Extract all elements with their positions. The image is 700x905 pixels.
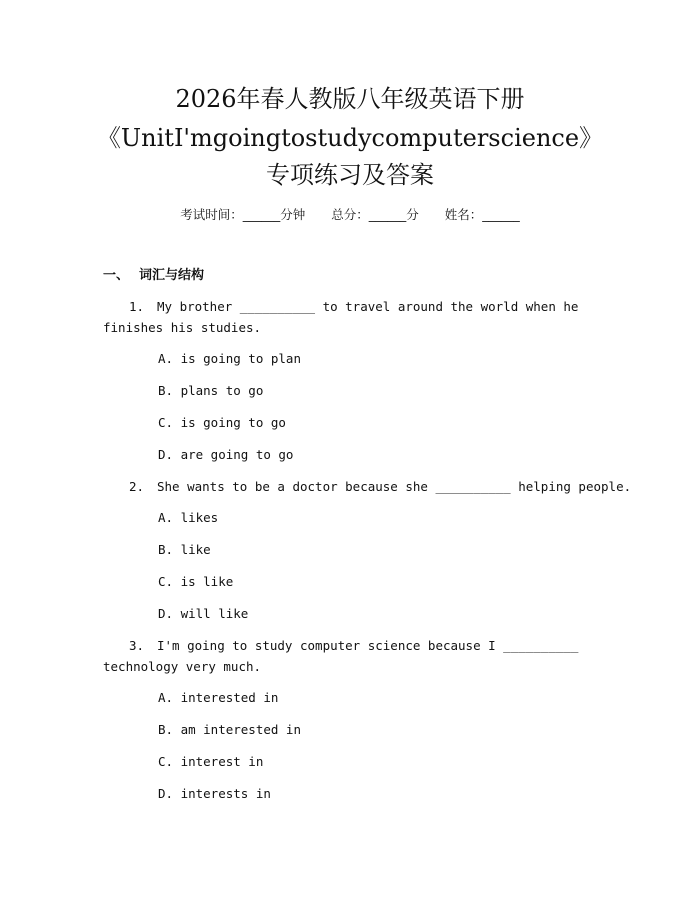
question-2-option-a[interactable]: A. likes: [158, 510, 219, 525]
question-3-option-b[interactable]: B. am interested in: [158, 722, 301, 737]
title-line-3: 专项练习及答案: [266, 161, 434, 189]
question-2-option-b[interactable]: B. like: [158, 542, 211, 557]
question-1-stem-cont: finishes his studies.: [103, 320, 262, 335]
question-2-option-d[interactable]: D. will like: [158, 606, 249, 621]
exam-meta: [0, 206, 700, 224]
question-1-option-a[interactable]: A. is going to plan: [158, 351, 301, 366]
title-line-2: 《UnitI'mgoingtostudycomputerscience》: [96, 124, 604, 152]
question-1-option-c[interactable]: C. is going to go: [158, 415, 286, 430]
question-text: She wants to be a doctor because she __________ helping people.: [157, 479, 632, 494]
question-number: 2.: [129, 479, 145, 494]
question-1-option-b[interactable]: B. plans to go: [158, 383, 264, 398]
question-2-option-c[interactable]: C. is like: [158, 574, 234, 589]
section-number: 一、: [103, 268, 130, 283]
question-3-stem-cont: technology very much.: [103, 659, 262, 674]
question-3-option-d[interactable]: D. interests in: [158, 786, 271, 801]
question-1-option-d[interactable]: D. are going to go: [158, 447, 294, 462]
question-3-option-c[interactable]: C. interest in: [158, 754, 264, 769]
section-title: 词汇与结构: [139, 268, 205, 283]
question-text: My brother __________ to travel around the world when he: [157, 299, 579, 314]
exam-time: 考试时间：______分钟: [180, 207, 306, 222]
question-1-stem: [129, 299, 578, 315]
question-3-stem: [129, 638, 578, 654]
question-number: 1.: [129, 299, 145, 314]
question-number: 3.: [129, 638, 145, 653]
question-3-option-a[interactable]: A. interested in: [158, 690, 279, 705]
exam-score: 总分：______分: [331, 207, 419, 222]
exam-name: 姓名：______: [444, 207, 520, 222]
question-text: I'm going to study computer science because I __________: [157, 638, 579, 653]
question-2-stem: [129, 479, 631, 495]
title-line-1: 2026年春人教版八年级英语下册: [175, 85, 525, 113]
section-heading: [103, 267, 204, 285]
